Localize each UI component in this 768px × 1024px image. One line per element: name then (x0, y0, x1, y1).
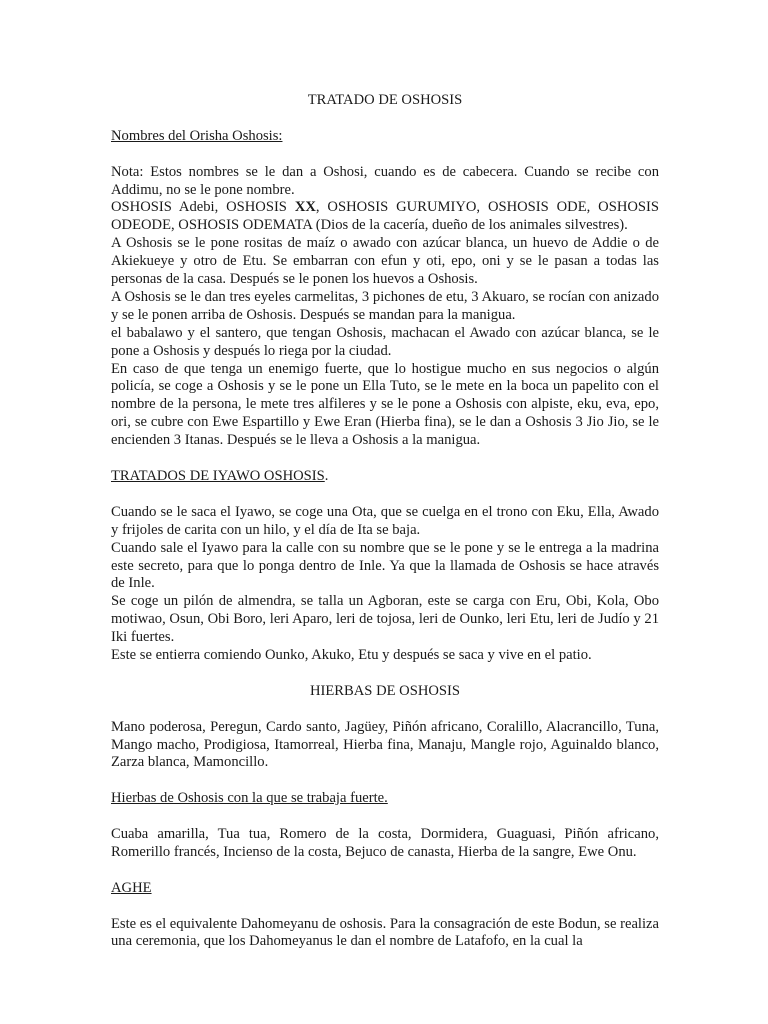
section-heading-aghe: AGHE (111, 879, 152, 896)
section-heading-hierbas: HIERBAS DE OSHOSIS (309, 682, 460, 699)
names-text-end: , OSHOSIS GURUMIYO, OSHOSIS ODE, OSHOSIS ODEODE, OSHOSIS ODEMATA (Dios de la cacería, dueño de los animales silvestres). (111, 199, 659, 234)
paragraph: Mano poderosa, Peregun, Cardo santo, Jagüey, Piñón africano, Coralillo, Alacrancillo, Tuna, Mango macho, Prodigiosa, Itamorreal, Hierba fina, Manaju, Mangle rojo, Aguinaldo blanco, Zarza blanca, Mamoncillo. (111, 718, 659, 771)
paragraph: Cuaba amarilla, Tua tua, Romero de la costa, Dormidera, Guaguasi, Piñón africano, Romerillo francés, Incienso de la costa, Bejuco de canasta, Hierba de la sangre, Ewe Onu. (111, 826, 659, 860)
paragraph: A Oshosis se le pone rositas de maíz o awado con azúcar blanca, un huevo de Addie o de Akiekueye y otro de Etu. Se embarran con efun y oti, epo, oni y se le pasan a todas las personas de la casa. Después se le ponen los huevos a Oshosis. (111, 235, 659, 288)
names-text-start: OSHOSIS Adebi, OSHOSIS (111, 199, 295, 216)
paragraph: Este es el equivalente Dahomeyanu de oshosis. Para la consagración de este Bodun, se realiza una ceremonia, que los Dahomeyanus le dan el nombre de Latafofo, en la cual la (111, 915, 659, 950)
paragraph: A Oshosis se le dan tres eyeles carmelitas, 3 pichones de etu, 3 Akuaro, se rocían con anizado y se le ponen arriba de Oshosis. Después se mandan para la manigua. (111, 288, 659, 323)
section-heading-iyawo-text: TRATADOS DE IYAWO OSHOSIS (111, 467, 325, 484)
names-text-bold: XX (294, 199, 316, 216)
document-title: TRATADO DE OSHOSIS (307, 92, 463, 108)
subheading-hierbas-fuerte: Hierbas de Oshosis con la que se trabaja fuerte. (111, 790, 388, 807)
names-paragraph (111, 199, 659, 235)
paragraph: Cuando sale el Iyawo para la calle con su nombre que se le pone y se le entrega a la madrina este secreto, para que lo ponga dentro de Inle. Ya que la llamada de Oshosis se hace através de Inle. (111, 539, 659, 592)
section-heading-iyawo (111, 468, 659, 486)
section-heading-iyawo-period: . (324, 467, 329, 484)
paragraph: En caso de que tenga un enemigo fuerte, que lo hostigue mucho en sus negocios o algún policía, se coge a Oshosis y se le pone un Ella Tuto, se le mete en la boca un papelito con el nombre de la persona, le mete tres alfileres y se le pone a Oshosis con alpiste, eku, eva, epo, ori, se cubre con Ewe Espartillo y Ewe Eran (Hierba fina), se le dan a Oshosis 3 Jio Jio, se le encienden 3 Itanas. Después se le lleva a Oshosis a la manigua. (111, 360, 659, 449)
paragraph: Se coge un pilón de almendra, se talla un Agboran, este se carga con Eru, Obi, Kola, Obo motiwao, Osun, Obi Boro, leri Aparo, leri de tojosa, leri de Ounko, leri Etu, leri de Judío y 21 Iki fuertes. (111, 593, 659, 646)
note-paragraph: Nota: Estos nombres se le dan a Oshosi, cuando es de cabecera. Cuando se recibe con Addimu, no se le pone nombre. (111, 163, 659, 198)
paragraph: el babalawo y el santero, que tengan Oshosis, machacan el Awado con azúcar blanca, se le pone a Oshosis y después lo riega por la ciudad. (111, 324, 659, 359)
paragraph: Cuando se le saca el Iyawo, se coge una Ota, que se cuelga en el trono con Eku, Ella, Awado y frijoles de carita con un hilo, y el día de Ita se baja. (111, 503, 659, 538)
section-heading-names: Nombres del Orisha Oshosis: (111, 127, 283, 144)
paragraph: Este se entierra comiendo Ounko, Akuko, Etu y después se saca y vive en el patio. (111, 647, 592, 664)
document-body (111, 92, 659, 951)
